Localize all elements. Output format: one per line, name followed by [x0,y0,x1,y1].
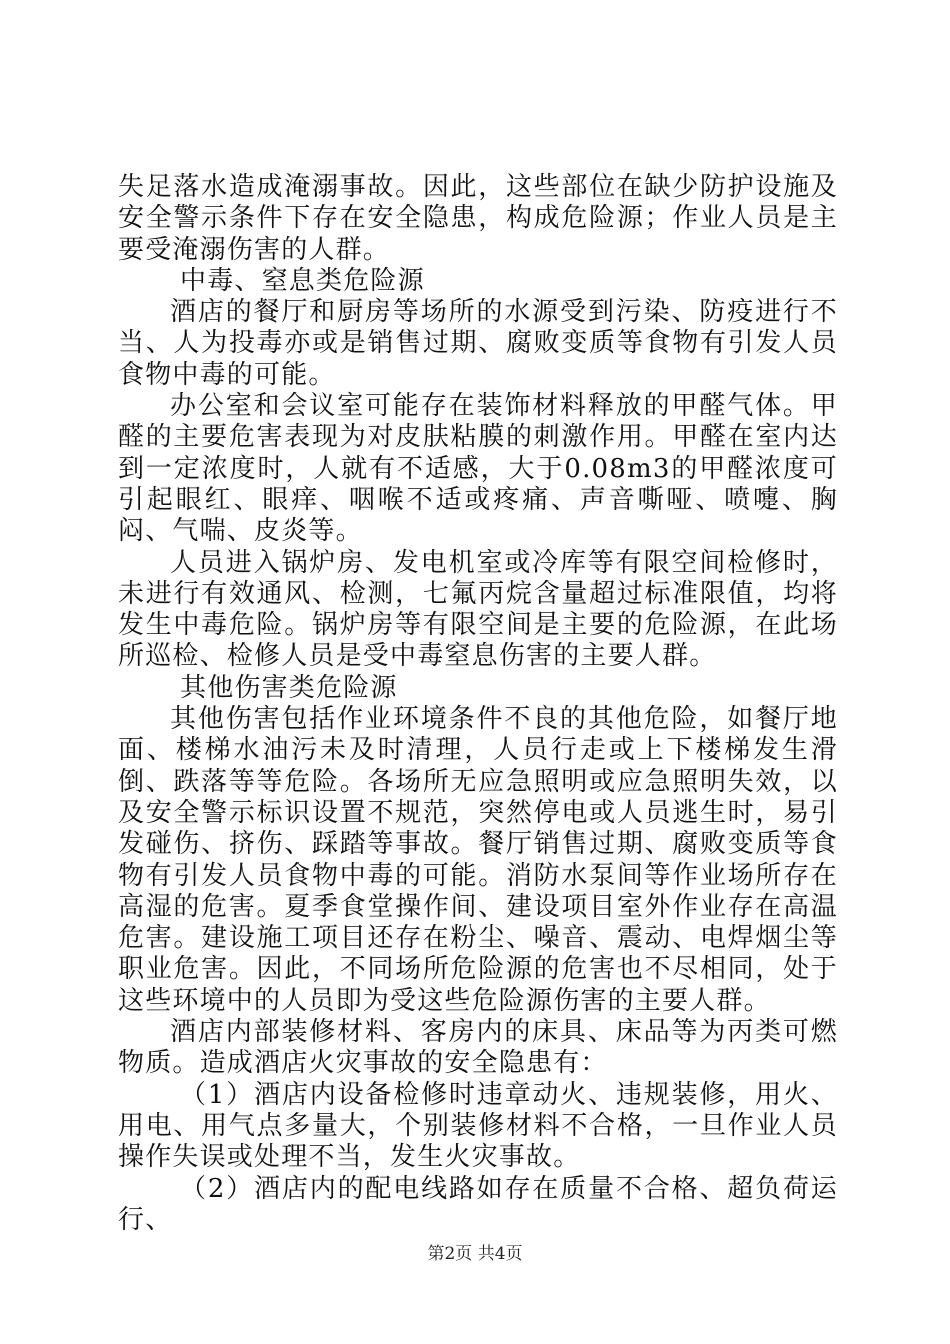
paragraph-fire-item-2: （2）酒店内的配电线路如存在质量不合格、超负荷运行、 [118,1173,838,1235]
paragraph-fire-materials: 酒店内部装修材料、客房内的床具、床品等为丙类可燃物质。造成酒店火灾事故的安全隐患有： [118,1017,838,1079]
section-heading-poisoning: 中毒、窒息类危险源 [180,265,425,296]
paragraph-fire-item-1: （1）酒店内设备检修时违章动火、违规装修，用火、用电、用气点多量大，个别装修材料不合格，一旦作业人员操作失误或处理不当，发生火灾事故。 [118,1079,838,1173]
paragraph-continuation: 失足落水造成淹溺事故。因此，这些部位在缺少防护设施及安全警示条件下存在安全隐患，构成危险源；作业人员是主要受淹溺伤害的人群。 [118,172,838,265]
page-footer [0,1244,950,1264]
paragraph-food-poisoning: 酒店的餐厅和厨房等场所的水源受到污染、防疫进行不当、人为投毒亦或是销售过期、腐败变质等食物有引发人员食物中毒的可能。 [118,297,838,390]
paragraph-formaldehyde: 办公室和会议室可能存在装饰材料释放的甲醛气体。甲醛的主要危害表现为对皮肤粘膜的刺激作用。甲醛在室内达到一定浓度时，人就有不适感，大于0.08m3的甲醛浓度可引起眼红、眼痒、咽喉不适或疼痛、声音嘶哑、喷嚏、胸闷、气喘、皮炎等。 [118,391,838,547]
paragraph-other-hazards: 其他伤害包括作业环境条件不良的其他危险，如餐厅地面、楼梯水油污未及时清理，人员行走或上下楼梯发生滑倒、跌落等等危险。各场所无应急照明或应急照明失效，以及安全警示标识设置不规范，突然停电或人员逃生时，易引发碰伤、挤伤、踩踏等事故。餐厅销售过期、腐败变质等食物有引发人员食物中毒的可能。消防水泵间等作业场所存在高湿的危害。夏季食堂操作间、建设项目室外作业存在高温危害。建设施工项目还存在粉尘、噪音、震动、电焊烟尘等职业危害。因此，不同场所危险源的危害也不尽相同，处于这些环境中的人员即为受这些危险源伤害的主要人群。 [118,704,838,1016]
section-heading-other-hazards: 其他伤害类危险源 [180,672,398,703]
page-number-label: 第2页 共4页 [427,1244,523,1264]
paragraph-confined-space: 人员进入锅炉房、发电机室或冷库等有限空间检修时，未进行有效通风、检测，七氟丙烷含量超过标准限值，均将发生中毒危险。锅炉房等有限空间是主要的危险源，在此场所巡检、检修人员是受中毒窒息伤害的主要人群。 [118,547,838,672]
document-body [118,172,838,1236]
